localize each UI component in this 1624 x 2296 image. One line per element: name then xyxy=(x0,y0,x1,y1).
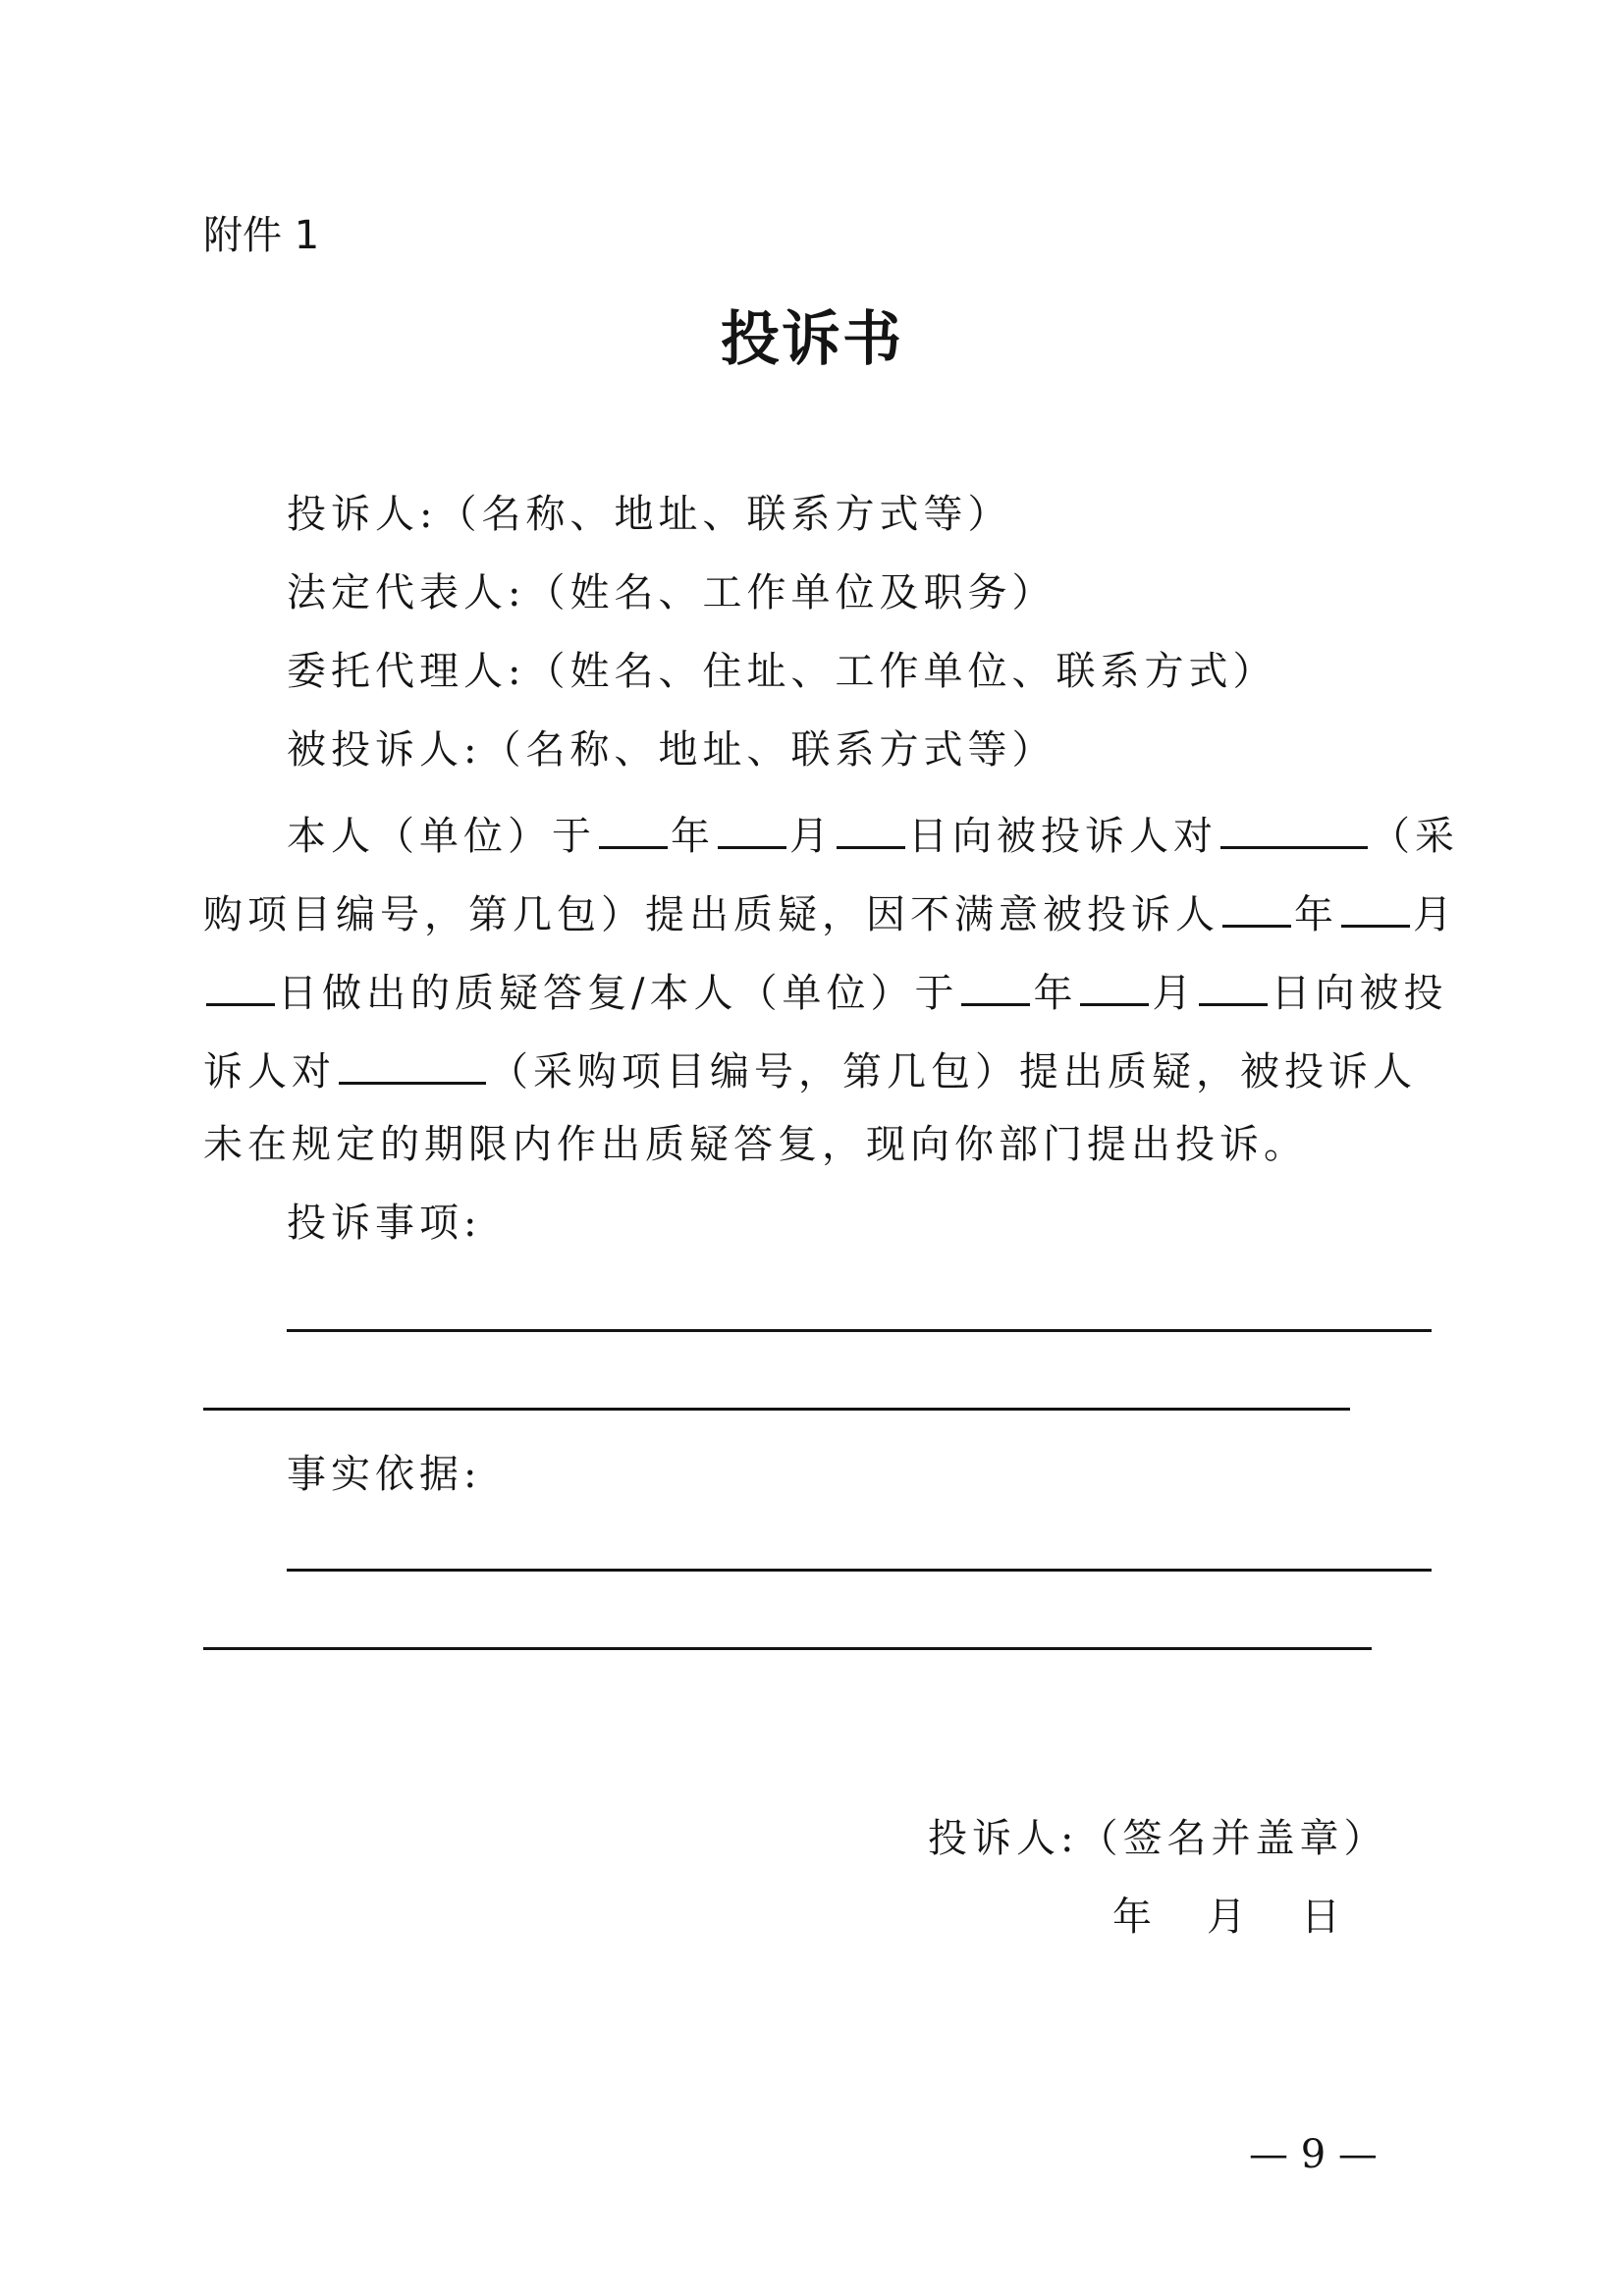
body-text: 日做出的质疑答复/本人（单位）于 xyxy=(278,971,959,1016)
signature-hint: （签名并盖章） xyxy=(1078,1816,1388,1861)
body-text: （采 xyxy=(1371,814,1459,859)
signature-month: 月 xyxy=(1207,1895,1246,1940)
basis-label: 事实依据: xyxy=(287,1452,482,1497)
complainant-label: 投诉人: xyxy=(287,492,438,537)
reply-day-blank[interactable] xyxy=(206,960,275,1006)
signature-label: 投诉人: xyxy=(928,1816,1079,1861)
body-text: （采购项目编号，第几包）提出质疑，被投诉人 xyxy=(489,1049,1417,1095)
reply-month-blank[interactable] xyxy=(1341,881,1410,928)
signature-year: 年 xyxy=(1112,1895,1152,1940)
agent-label: 委托代理人: xyxy=(287,649,526,694)
project-blank[interactable] xyxy=(1220,803,1368,849)
matters-fill-line-1[interactable] xyxy=(287,1329,1432,1332)
signature-line xyxy=(928,1811,1387,1866)
year-label: 年 xyxy=(1294,892,1338,937)
respondent-hint: （名称、地址、联系方式等） xyxy=(481,727,1056,773)
body-text: 购项目编号，第几包）提出质疑，因不满意被投诉人 xyxy=(203,892,1219,937)
signature-date xyxy=(1112,1890,1340,1945)
year-label: 年 xyxy=(671,814,715,859)
matters-fill-line-2[interactable] xyxy=(203,1408,1350,1411)
date-year-blank[interactable] xyxy=(599,803,668,849)
date-year-blank[interactable] xyxy=(961,960,1030,1006)
month-label: 月 xyxy=(1413,892,1457,937)
respondent-line xyxy=(287,722,1056,777)
legal-rep-label: 法定代表人: xyxy=(287,570,526,615)
complainant-hint: （名称、地址、联系方式等） xyxy=(437,492,1012,537)
body-line-5 xyxy=(203,1117,1308,1172)
body-text: 本人（单位）于 xyxy=(287,814,596,859)
date-day-blank[interactable] xyxy=(837,803,905,849)
legal-rep-hint: （姓名、工作单位及职务） xyxy=(525,570,1056,615)
legal-rep-line xyxy=(287,565,1056,620)
body-text: 未在规定的期限内作出质疑答复，现向你部门提出投诉。 xyxy=(203,1122,1308,1167)
attachment-label: 附件 1 xyxy=(203,213,320,258)
year-label: 年 xyxy=(1033,971,1078,1016)
body-text: 日向被投诉人对 xyxy=(908,814,1218,859)
complainant-line xyxy=(287,487,1011,542)
document-title: 投诉书 xyxy=(721,305,903,374)
body-text: 日向被投 xyxy=(1271,971,1448,1016)
body-line-3 xyxy=(203,960,1447,1021)
signature-day: 日 xyxy=(1301,1895,1340,1940)
body-line-1 xyxy=(287,803,1459,864)
agent-line xyxy=(287,644,1276,699)
body-line-4 xyxy=(203,1039,1417,1099)
project-blank[interactable] xyxy=(339,1039,486,1085)
basis-fill-line-2[interactable] xyxy=(203,1647,1372,1650)
basis-fill-line-1[interactable] xyxy=(287,1569,1432,1572)
body-line-2 xyxy=(203,881,1457,942)
respondent-label: 被投诉人: xyxy=(287,727,482,773)
body-text: 诉人对 xyxy=(203,1049,336,1095)
date-day-blank[interactable] xyxy=(1199,960,1268,1006)
matters-label: 投诉事项: xyxy=(287,1201,482,1246)
agent-hint: （姓名、住址、工作单位、联系方式） xyxy=(525,649,1277,694)
page-number: — 9 — xyxy=(1249,2132,1378,2177)
month-label: 月 xyxy=(789,814,834,859)
month-label: 月 xyxy=(1152,971,1197,1016)
date-month-blank[interactable] xyxy=(1080,960,1149,1006)
reply-year-blank[interactable] xyxy=(1222,881,1291,928)
date-month-blank[interactable] xyxy=(718,803,786,849)
